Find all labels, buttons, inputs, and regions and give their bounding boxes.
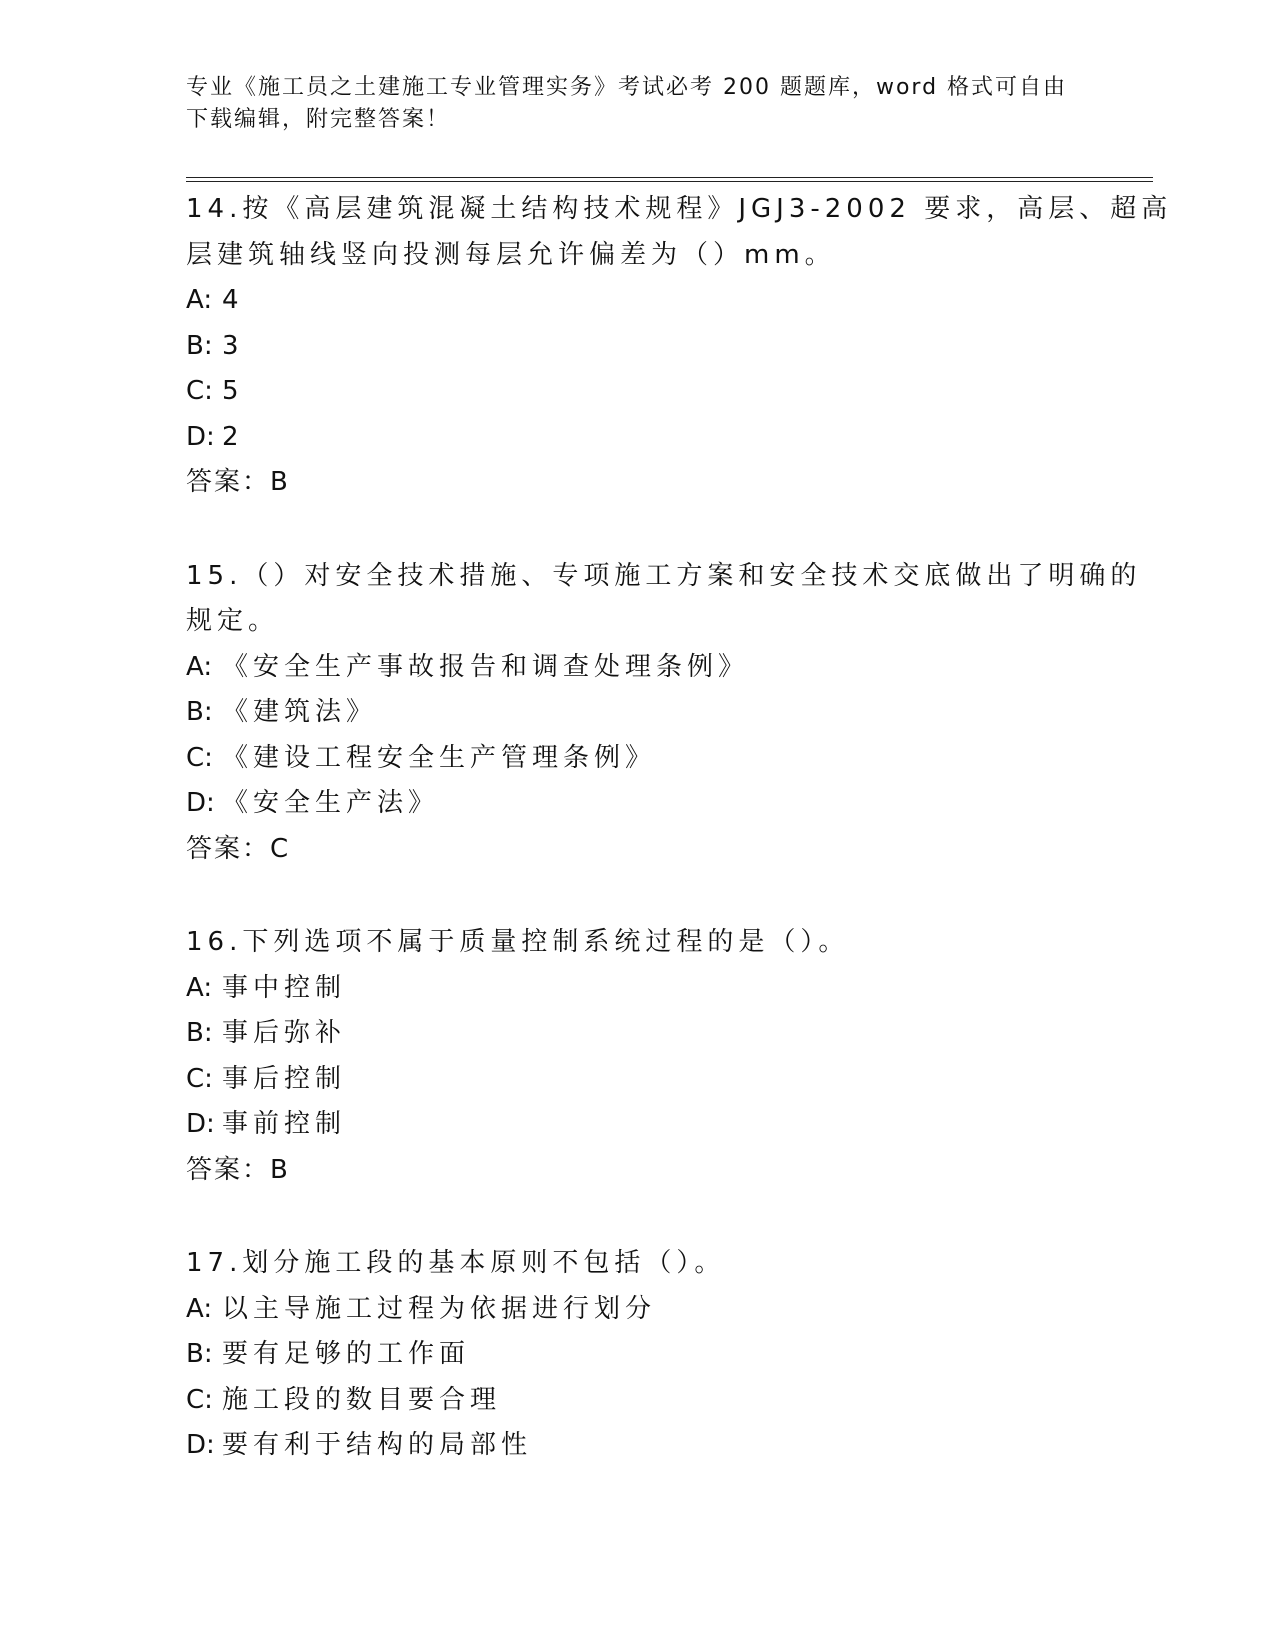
option-key: B: xyxy=(186,1018,213,1048)
option-key: A: xyxy=(186,972,213,1003)
question-text-line: 规定。 xyxy=(186,606,280,636)
option-text: 要有足够的工作面 xyxy=(222,1339,471,1369)
option-d xyxy=(186,1423,1086,1469)
question-17 xyxy=(186,1241,1086,1469)
option-c xyxy=(186,369,1086,415)
option-d xyxy=(186,1102,1086,1148)
question-text-line: 16.下列选项不属于质量控制系统过程的是（）。 xyxy=(186,927,850,957)
option-key: C: xyxy=(186,1384,213,1415)
option-key: D: xyxy=(186,788,215,818)
header-line-2: 下载编辑，附完整答案！ xyxy=(186,107,451,132)
option-d xyxy=(186,781,1086,827)
answer-text: 答案：C xyxy=(186,833,291,864)
question-text-line: 17.划分施工段的基本原则不包括（）。 xyxy=(186,1248,726,1278)
option-key: B: xyxy=(186,697,213,727)
option-b xyxy=(186,690,1086,736)
option-key: D: xyxy=(186,1430,215,1460)
option-a xyxy=(186,645,1086,691)
option-key: A: xyxy=(186,1293,213,1324)
option-key: A: xyxy=(186,285,213,315)
header-line-1: 专业《施工员之土建施工专业管理实务》考试必考 200 题题库，word 格式可自由 xyxy=(186,75,1068,100)
option-a xyxy=(186,966,1086,1012)
option-key: D: xyxy=(186,1109,215,1139)
option-text: 2 xyxy=(222,421,244,452)
option-key: B: xyxy=(186,1339,213,1369)
header-divider-bottom xyxy=(186,181,1153,182)
option-text: 施工段的数目要合理 xyxy=(222,1384,502,1415)
option-key: A: xyxy=(186,651,213,682)
option-c xyxy=(186,1378,1086,1424)
option-text: 《安全生产法》 xyxy=(222,788,440,818)
option-key: C: xyxy=(186,742,213,773)
option-b xyxy=(186,324,1086,370)
option-text: 3 xyxy=(222,330,244,361)
option-text: 4 xyxy=(222,285,244,315)
option-text: 事中控制 xyxy=(222,972,347,1003)
option-key: C: xyxy=(186,376,213,406)
option-text: 《建设工程安全生产管理条例》 xyxy=(222,742,657,773)
question-text-line: 层建筑轴线竖向投测每层允许偏差为（）mm。 xyxy=(186,239,836,270)
option-text: 事后弥补 xyxy=(222,1018,347,1048)
answer-text: 答案：B xyxy=(186,1154,290,1185)
question-14 xyxy=(186,187,1173,506)
option-a xyxy=(186,1287,1086,1333)
question-15 xyxy=(186,554,1142,873)
option-c xyxy=(186,736,1086,782)
option-key: D: xyxy=(186,421,215,452)
answer-text: 答案：B xyxy=(186,467,290,497)
option-text: 事后控制 xyxy=(222,1063,347,1094)
option-key: C: xyxy=(186,1063,213,1094)
option-text: 以主导施工过程为依据进行划分 xyxy=(222,1293,657,1324)
question-list xyxy=(186,187,1173,1517)
option-b xyxy=(186,1332,1086,1378)
option-key: B: xyxy=(186,330,213,361)
question-text-line: 14.按《高层建筑混凝土结构技术规程》JGJ3-2002 要求，高层、超高 xyxy=(186,194,1173,224)
option-text: 《建筑法》 xyxy=(222,697,378,727)
option-text: 5 xyxy=(222,376,244,406)
option-a xyxy=(186,278,1086,324)
question-text-line: 15.（）对安全技术措施、专项施工方案和安全技术交底做出了明确的 xyxy=(186,560,1142,591)
option-d xyxy=(186,415,1086,461)
document-header xyxy=(186,72,1086,136)
header-divider-top xyxy=(186,177,1153,178)
option-text: 要有利于结构的局部性 xyxy=(222,1430,533,1460)
option-b xyxy=(186,1011,1086,1057)
option-c xyxy=(186,1057,1086,1103)
question-16 xyxy=(186,920,1086,1193)
option-text: 《安全生产事故报告和调查处理条例》 xyxy=(222,651,750,682)
option-text: 事前控制 xyxy=(222,1109,347,1139)
